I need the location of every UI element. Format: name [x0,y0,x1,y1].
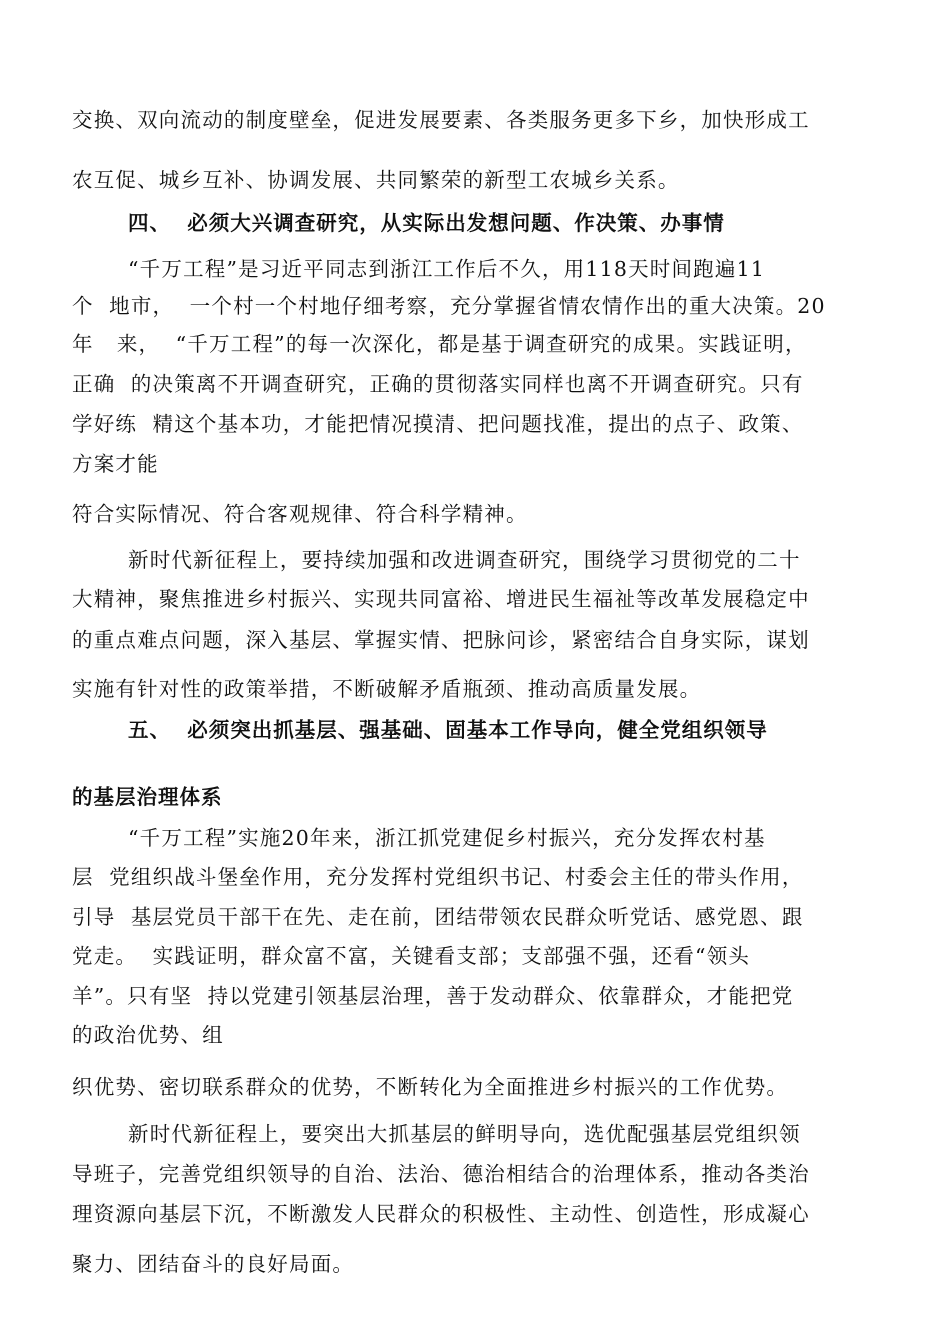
body-line: 聚力、团结奋斗的良好局面。 [72,1252,355,1276]
body-line: 新时代新征程上，要持续加强和改进调查研究，围绕学习贯彻党的二十 [128,548,801,572]
body-line: 党走。 实践证明，群众富不富，关键看支部；支部强不强，还看“领头 [72,944,751,968]
body-line: 年 来， “千万工程”的每一次深化，都是基于调查研究的成果。实践证明， [72,332,807,356]
body-line: 导班子，完善党组织领导的自治、法治、德治相结合的治理体系，推动各类治 [72,1162,810,1186]
body-line: 交换、双向流动的制度壁垒，促进发展要素、各类服务更多下乡，加快形成工 [72,108,810,132]
body-line: 理资源向基层下沉，不断激发人民群众的积极性、主动性、创造性，形成凝心 [72,1202,810,1226]
body-line: 实施有针对性的政策举措，不断破解矛盾瓶颈、推动高质量发展。 [72,677,702,701]
body-line: 大精神，聚焦推进乡村振兴、实现共同富裕、增进民生福祉等改革发展稳定中 [72,587,810,611]
body-line: 农互促、城乡互补、协调发展、共同繁荣的新型工农城乡关系。 [72,168,680,192]
body-line: 个 地市， 一个村一个村地仔细考察，充分掌握省情农情作出的重大决策。20 [72,294,826,318]
body-line: “千万工程”实施20年来，浙江抓党建促乡村振兴，充分发挥农村基 [128,826,766,850]
body-line: 羊”。只有坚 持以党建引领基层治理，善于发动群众、依靠群众，才能把党 [72,984,794,1008]
body-line: 织优势、密切联系群众的优势，不断转化为全面推进乡村振兴的工作优势。 [72,1075,789,1099]
body-line: 引导 基层党员干部干在先、走在前，团结带领农民群众听党话、感党恩、跟 [72,905,804,929]
section-heading-5-cont: 的基层治理体系 [72,785,223,809]
body-line: 符合实际情况、符合客观规律、符合科学精神。 [72,502,528,526]
body-line: 的重点难点问题，深入基层、掌握实情、把脉问诊，紧密结合自身实际，谋划 [72,628,810,652]
section-heading-5: 五、 必须突出抓基层、强基础、固基本工作导向，健全党组织领导 [128,718,768,742]
body-line: 正确 的决策离不开调查研究，正确的贯彻落实同样也离不开调查研究。只有 [72,372,804,396]
body-line: 新时代新征程上，要突出大抓基层的鲜明导向，选优配强基层党组织领 [128,1122,801,1146]
body-line: 的政治优势、组 [72,1023,224,1047]
body-line: “千万工程”是习近平同志到浙江工作后不久，用118天时间跑遍11 [128,257,766,281]
section-heading-4: 四、 必须大兴调查研究，从实际出发想问题、作决策、办事情 [128,211,725,235]
body-line: 学好练 精这个基本功，才能把情况摸清、把问题找准，提出的点子、政策、 [72,412,804,436]
body-line: 层 党组织战斗堡垒作用，充分发挥村党组织书记、村委会主任的带头作用， [72,865,804,889]
body-line: 方案才能 [72,452,159,476]
